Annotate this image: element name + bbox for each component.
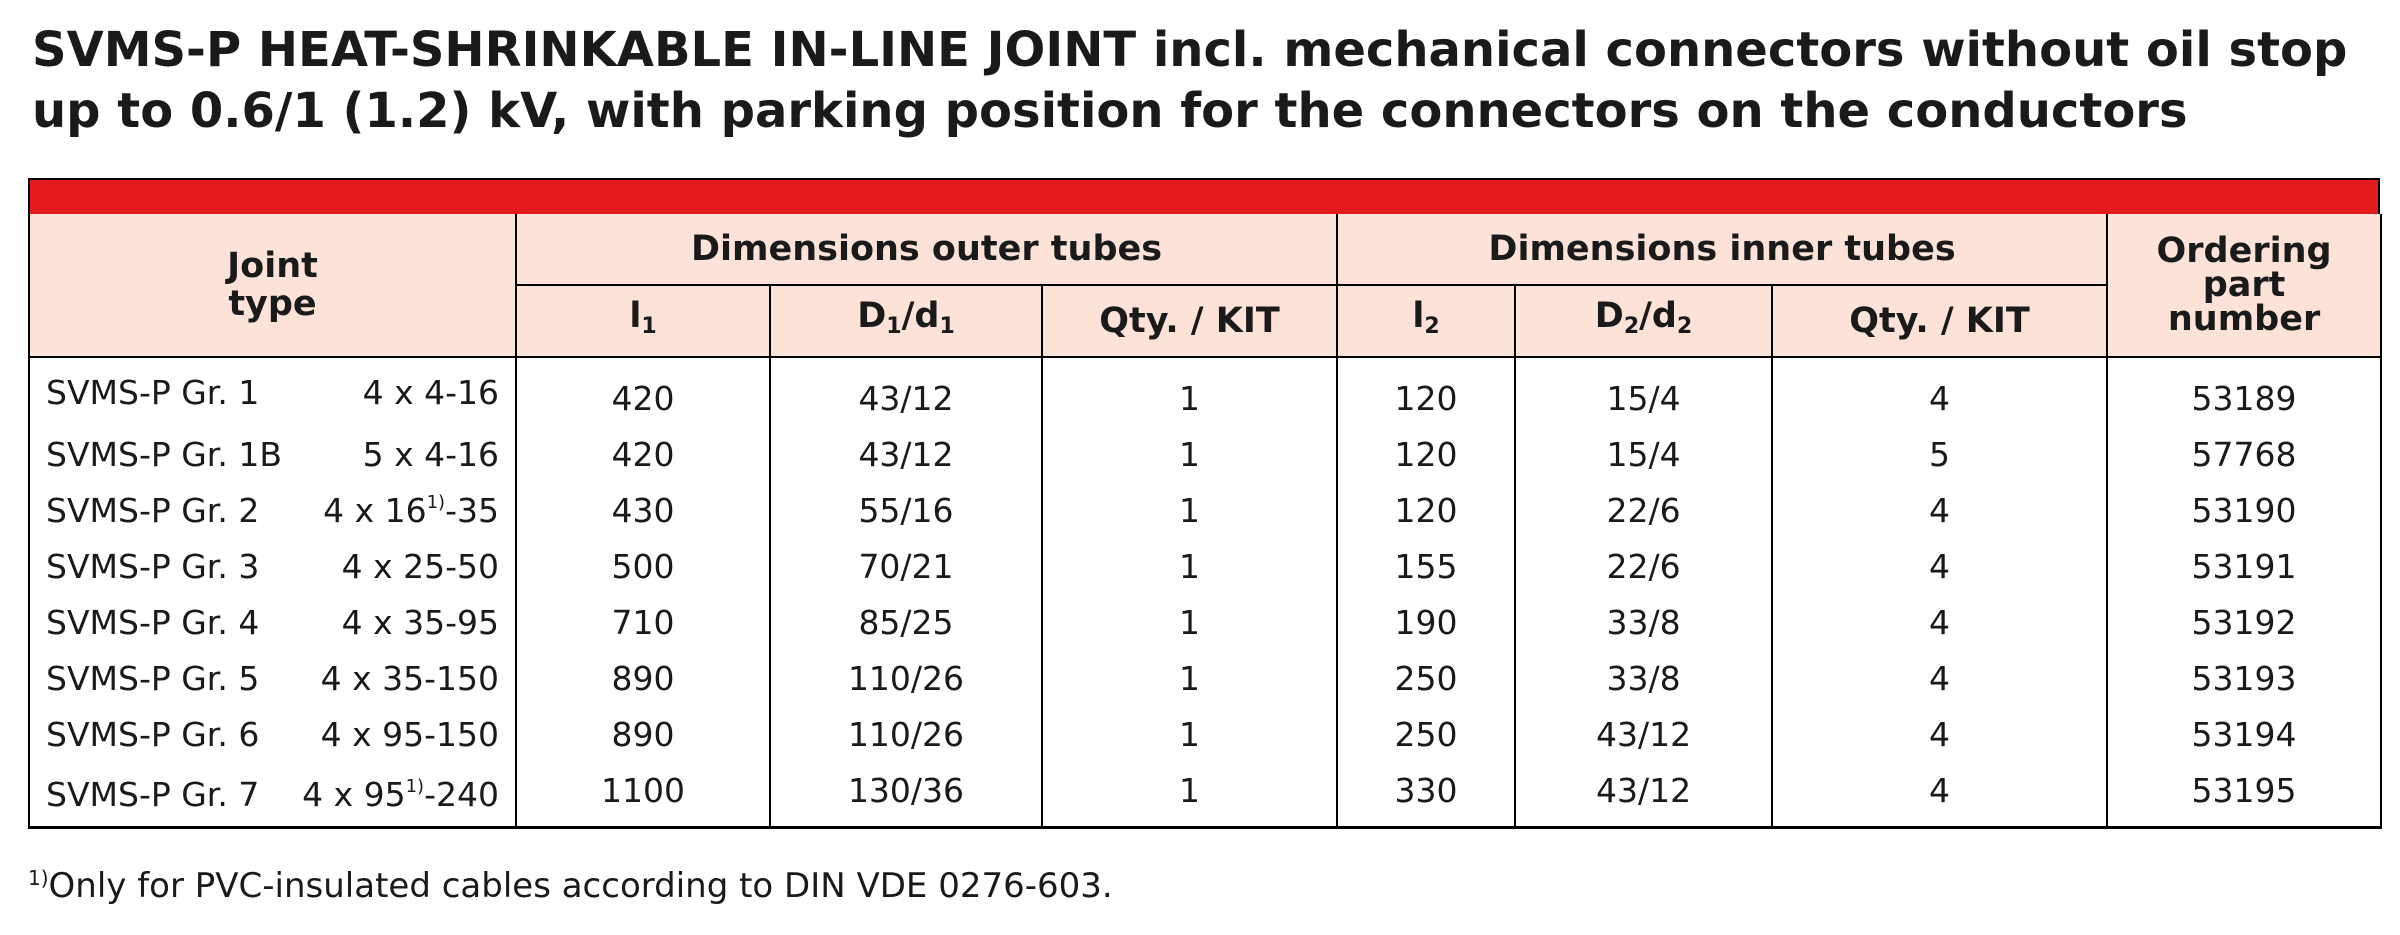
joint-name: SVMS-P Gr. 4 xyxy=(46,602,260,642)
cell-qty-outer: 1 xyxy=(1042,538,1337,594)
cell-qty-outer: 1 xyxy=(1042,706,1337,762)
header-d2-main: D xyxy=(1594,295,1624,336)
header-ordering-line1: Ordering xyxy=(2156,231,2332,271)
cell-qty-inner: 4 xyxy=(1772,538,2107,594)
title-description: incl. mechanical connectors without oil stop xyxy=(1136,22,2348,78)
joint-name: SVMS-P Gr. 2 xyxy=(46,490,260,530)
cell-l1: 420 xyxy=(516,426,770,482)
header-d1-sub2: 1 xyxy=(939,313,955,339)
spec-pre: 4 x 4-16 xyxy=(362,372,499,412)
cell-d2-d2: 43/12 xyxy=(1515,706,1772,762)
cell-d2-d2: 15/4 xyxy=(1515,426,1772,482)
cell-d1-d1: 55/16 xyxy=(770,482,1042,538)
cell-d1-d1: 43/12 xyxy=(770,357,1042,426)
cell-l1: 430 xyxy=(516,482,770,538)
spec-pre: 4 x 35-95 xyxy=(341,602,499,642)
header-outer-tubes: Dimensions outer tubes xyxy=(516,214,1337,285)
joint-name: SVMS-P Gr. 6 xyxy=(46,714,260,754)
header-l2-main: l xyxy=(1412,295,1425,336)
cell-joint-type xyxy=(29,426,516,482)
header-d2 xyxy=(1515,285,1772,357)
joint-conductor-spec xyxy=(321,659,499,698)
footnote xyxy=(28,866,1113,906)
cell-l2: 190 xyxy=(1337,594,1515,650)
spec-pre: 4 x 95-150 xyxy=(320,714,499,754)
cell-qty-outer: 1 xyxy=(1042,650,1337,706)
cell-l2: 250 xyxy=(1337,650,1515,706)
cell-joint-type xyxy=(29,538,516,594)
header-ordering-line2: part xyxy=(2202,265,2286,305)
page-title xyxy=(32,20,2372,142)
spec-pre: 4 x 16 xyxy=(323,490,427,530)
cell-d2-d2: 22/6 xyxy=(1515,538,1772,594)
cell-qty-inner: 5 xyxy=(1772,426,2107,482)
header-d1 xyxy=(770,285,1042,357)
cell-l1: 710 xyxy=(516,594,770,650)
header-d2-sub2: 2 xyxy=(1676,313,1693,339)
cell-l2: 120 xyxy=(1337,357,1515,426)
footnote-text: Only for PVC-insulated cables according to DIN VDE 0276-603. xyxy=(48,866,1113,906)
spec-post: -240 xyxy=(424,774,499,814)
cell-l1: 1100 xyxy=(516,762,770,828)
joint-conductor-spec xyxy=(323,491,499,530)
cell-l2: 120 xyxy=(1337,426,1515,482)
table-row xyxy=(29,538,2381,594)
header-d1-sub: 1 xyxy=(886,313,902,339)
joint-conductor-spec xyxy=(342,603,499,642)
table-row xyxy=(29,762,2381,828)
footnote-marker: 1) xyxy=(28,866,49,890)
cell-joint-type xyxy=(29,357,516,426)
cell-l2: 250 xyxy=(1337,706,1515,762)
header-d2-slash: /d xyxy=(1639,295,1677,336)
cell-part-number: 53190 xyxy=(2107,482,2381,538)
cell-joint-type xyxy=(29,650,516,706)
header-qty-inner: Qty. / KIT xyxy=(1772,285,2107,357)
cell-qty-inner: 4 xyxy=(1772,357,2107,426)
cell-part-number: 53191 xyxy=(2107,538,2381,594)
spec-footnote-ref: 1) xyxy=(426,491,446,513)
cell-l1: 500 xyxy=(516,538,770,594)
header-l1-sub: 1 xyxy=(641,313,657,339)
joint-conductor-spec xyxy=(321,715,499,754)
joint-conductor-spec xyxy=(363,435,499,474)
joint-name: SVMS-P Gr. 7 xyxy=(46,774,260,814)
header-l2 xyxy=(1337,285,1515,357)
cell-l1: 890 xyxy=(516,650,770,706)
header-d2-sub: 2 xyxy=(1623,313,1640,339)
cell-qty-inner: 4 xyxy=(1772,650,2107,706)
joint-conductor-spec xyxy=(342,547,499,586)
table-row xyxy=(29,426,2381,482)
cell-l2: 120 xyxy=(1337,482,1515,538)
table-row xyxy=(29,706,2381,762)
table-row xyxy=(29,357,2381,426)
cell-part-number: 53189 xyxy=(2107,357,2381,426)
spec-footnote-ref: 1) xyxy=(405,775,425,797)
cell-part-number: 53194 xyxy=(2107,706,2381,762)
header-ordering-part-number xyxy=(2107,214,2381,357)
cell-qty-outer: 1 xyxy=(1042,482,1337,538)
header-joint-type-line1: Joint xyxy=(227,246,318,286)
cell-d1-d1: 110/26 xyxy=(770,706,1042,762)
cell-d2-d2: 22/6 xyxy=(1515,482,1772,538)
cell-qty-inner: 4 xyxy=(1772,594,2107,650)
cell-d2-d2: 15/4 xyxy=(1515,357,1772,426)
joint-conductor-spec xyxy=(363,373,499,412)
joint-name: SVMS-P Gr. 1 xyxy=(46,372,260,412)
joint-name: SVMS-P Gr. 1B xyxy=(46,434,282,474)
table-row xyxy=(29,594,2381,650)
cell-part-number: 53193 xyxy=(2107,650,2381,706)
cell-part-number: 53192 xyxy=(2107,594,2381,650)
joint-name: SVMS-P Gr. 3 xyxy=(46,546,260,586)
cell-joint-type xyxy=(29,762,516,828)
cell-joint-type xyxy=(29,594,516,650)
cell-l2: 330 xyxy=(1337,762,1515,828)
cell-qty-outer: 1 xyxy=(1042,357,1337,426)
header-joint-type xyxy=(29,214,516,357)
spec-table xyxy=(28,214,2382,829)
spec-post: -35 xyxy=(445,490,499,530)
cell-part-number: 57768 xyxy=(2107,426,2381,482)
spec-pre: 5 x 4-16 xyxy=(362,434,499,474)
header-ordering-line3: number xyxy=(2167,299,2321,339)
header-inner-tubes: Dimensions inner tubes xyxy=(1337,214,2107,285)
header-d1-main: D xyxy=(857,295,887,336)
spec-pre: 4 x 25-50 xyxy=(341,546,499,586)
cell-part-number: 53195 xyxy=(2107,762,2381,828)
table-row xyxy=(29,482,2381,538)
table-accent-bar xyxy=(28,178,2380,214)
title-product-name: SVMS-P HEAT-SHRINKABLE IN-LINE JOINT xyxy=(32,22,1137,78)
cell-qty-inner: 4 xyxy=(1772,482,2107,538)
cell-qty-outer: 1 xyxy=(1042,762,1337,828)
joint-conductor-spec xyxy=(302,775,499,814)
spec-pre: 4 x 35-150 xyxy=(320,658,499,698)
cell-d2-d2: 43/12 xyxy=(1515,762,1772,828)
table-row xyxy=(29,650,2381,706)
cell-joint-type xyxy=(29,482,516,538)
cell-d1-d1: 70/21 xyxy=(770,538,1042,594)
cell-joint-type xyxy=(29,706,516,762)
cell-d2-d2: 33/8 xyxy=(1515,594,1772,650)
cell-d1-d1: 110/26 xyxy=(770,650,1042,706)
header-l2-sub: 2 xyxy=(1424,313,1440,339)
header-qty-outer: Qty. / KIT xyxy=(1042,285,1337,357)
header-l1 xyxy=(516,285,770,357)
cell-qty-inner: 4 xyxy=(1772,706,2107,762)
cell-d1-d1: 43/12 xyxy=(770,426,1042,482)
spec-pre: 4 x 95 xyxy=(302,774,406,814)
cell-d1-d1: 130/36 xyxy=(770,762,1042,828)
joint-name: SVMS-P Gr. 5 xyxy=(46,658,260,698)
cell-d1-d1: 85/25 xyxy=(770,594,1042,650)
cell-l2: 155 xyxy=(1337,538,1515,594)
table-body xyxy=(29,357,2381,828)
header-joint-type-line2: type xyxy=(228,284,317,324)
cell-qty-outer: 1 xyxy=(1042,594,1337,650)
cell-qty-inner: 4 xyxy=(1772,762,2107,828)
cell-l1: 890 xyxy=(516,706,770,762)
cell-qty-outer: 1 xyxy=(1042,426,1337,482)
cell-l1: 420 xyxy=(516,357,770,426)
title-line-1 xyxy=(32,20,2372,81)
title-line-2: up to 0.6/1 (1.2) kV, with parking position for the connectors on the conductors xyxy=(32,83,2188,139)
cell-d2-d2: 33/8 xyxy=(1515,650,1772,706)
header-l1-main: l xyxy=(629,295,642,336)
header-d1-slash: /d xyxy=(901,295,940,336)
table-header xyxy=(29,214,2381,357)
